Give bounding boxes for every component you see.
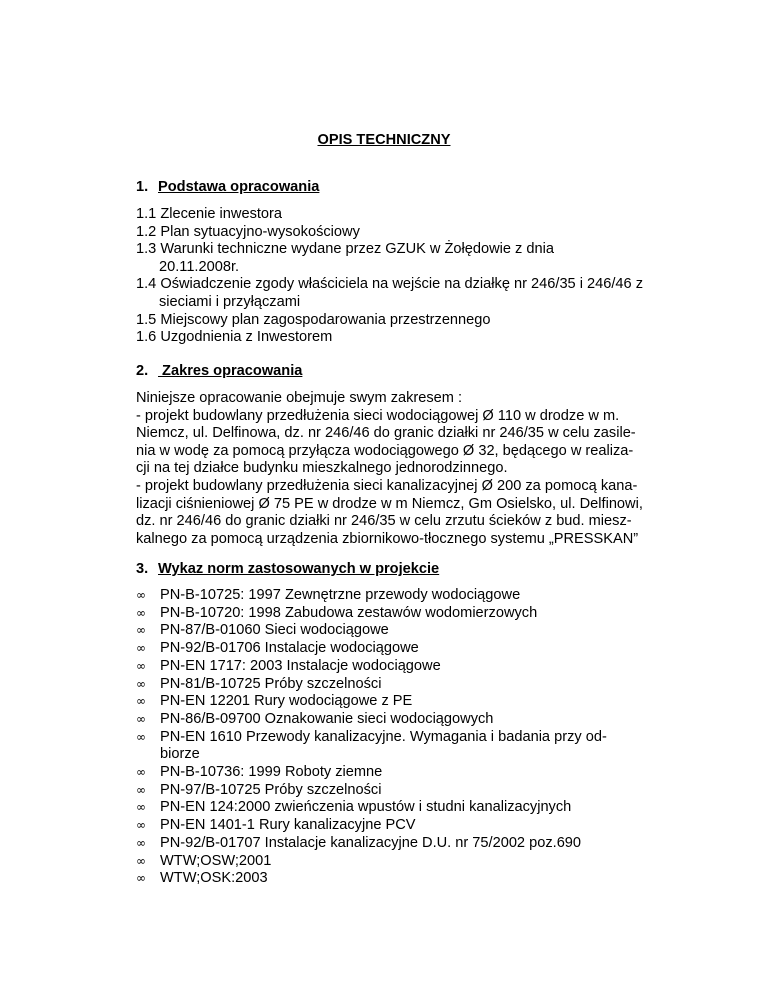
list-item: ∞ PN-EN 1717: 2003 Instalacje wodociągowe <box>136 657 441 674</box>
list-item: ∞ PN-EN 1610 Przewody kanalizacyjne. Wymagania i badania przy od- biorze <box>136 728 607 763</box>
scope-paragraph: Niniejsze opracowanie obejmuje swym zakresem : - projekt budowlany przedłużenia sieci wodociągowej Ø 110 w drodze w m. Niemcz, ul. Delfinowa, dz. nr 246/46 do granic działki nr 246/35 w celu zasile- nia w wodę za pomocą przyłącza wodociągowego Ø 32, będącego w realiza- cji na tej działce budynku mieszkalnego jednorodzinnego. - projekt budowlany przedłużenia sieci kanalizacyjnej Ø 200 za pomocą kana- lizacji ciśnieniowej Ø 75 PE w drodze w m Niemcz, Gm Osielsko, ul. Delfinowi, dz. nr 246/46 do granic działki nr 246/35 w celu zrzutu ścieków z bud. miesz- kalnego za pomocą urządzenia zbiornikowo-tłocznego systemu „PRESSKAN” <box>136 390 643 547</box>
list-item: ∞ PN-B-10725: 1997 Zewnętrzne przewody wodociągowe <box>136 587 521 603</box>
list-item: ∞ PN-92/B-01706 Instalacje wodociągowe <box>136 640 419 657</box>
list-item: 1.2 Plan sytuacyjno-wysokościowy <box>136 223 360 240</box>
list-item: 1.5 Miejscowy plan zagospodarowania przestrzennego <box>136 311 491 328</box>
section-title: Wykaz norm zastosowanych w projekcie <box>158 561 440 577</box>
list-item: 1.3 Warunki techniczne wydane przez GZUK w Żołędowie z dnia 20.11.2008r. <box>136 241 555 275</box>
section-title: Zakres opracowania <box>158 363 303 379</box>
section-number: 1. <box>136 179 149 195</box>
bullet-icon: ∞ <box>136 782 146 797</box>
bullet-icon: ∞ <box>136 835 146 850</box>
section-podstawa <box>136 178 696 347</box>
list-item: ∞ WTW;OSW;2001 <box>136 852 272 869</box>
bullet-icon: ∞ <box>136 658 146 673</box>
bullet-icon: ∞ <box>136 729 146 744</box>
section-number: 3. <box>136 561 149 577</box>
list-item: ∞ WTW;OSK:2003 <box>136 870 268 887</box>
list-item: ∞ PN-97/B-10725 Próby szczelności <box>136 781 382 798</box>
list-item: ∞ PN-EN 124:2000 zwieńczenia wpustów i studni kanalizacyjnych <box>136 799 572 816</box>
bullet-icon: ∞ <box>136 641 146 656</box>
section-heading <box>136 178 696 196</box>
bullet-icon: ∞ <box>136 605 146 620</box>
section-title: Podstawa opracowania <box>158 179 320 195</box>
list-item: ∞ PN-EN 12201 Rury wodociągowe z PE <box>136 693 413 710</box>
list-item: ∞ PN-87/B-01060 Sieci wodociągowe <box>136 622 389 639</box>
section-number: 2. <box>136 363 149 379</box>
list-item: 1.6 Uzgodnienia z Inwestorem <box>136 329 333 346</box>
bullet-icon: ∞ <box>136 800 146 815</box>
list-item: ∞ PN-81/B-10725 Próby szczelności <box>136 675 382 692</box>
bullet-icon: ∞ <box>136 853 146 868</box>
bullet-icon: ∞ <box>136 765 146 780</box>
section-normy <box>136 560 696 888</box>
document-title: OPIS TECHNICZNY <box>317 132 451 148</box>
section-heading <box>136 362 696 380</box>
bullet-icon: ∞ <box>136 694 146 709</box>
bullet-icon: ∞ <box>136 623 146 638</box>
list-item: ∞ PN-86/B-09700 Oznakowanie sieci wodociągowych <box>136 710 494 727</box>
bullet-icon: ∞ <box>136 711 146 726</box>
norms-list <box>136 587 696 888</box>
section-heading <box>136 560 696 578</box>
section-zakres <box>136 362 696 548</box>
bullet-icon: ∞ <box>136 871 146 886</box>
list-item: ∞ PN-B-10736: 1999 Roboty ziemne <box>136 764 383 781</box>
list-item: ∞ PN-92/B-01707 Instalacje kanalizacyjne D.U. nr 75/2002 poz.690 <box>136 834 582 851</box>
list-item: 1.1 Zlecenie inwestora <box>136 206 283 222</box>
numbered-list <box>136 206 696 347</box>
bullet-icon: ∞ <box>136 588 146 602</box>
list-item: ∞ PN-B-10720: 1998 Zabudowa zestawów wodomierzowych <box>136 604 538 621</box>
bullet-icon: ∞ <box>136 818 146 833</box>
list-item: 1.4 Oświadczenie zgody właściciela na wejście na działkę nr 246/35 i 246/46 z sieciami i przyłączami <box>136 276 644 310</box>
bullet-icon: ∞ <box>136 676 146 691</box>
list-item: ∞ PN-EN 1401-1 Rury kanalizacyjne PCV <box>136 817 416 834</box>
